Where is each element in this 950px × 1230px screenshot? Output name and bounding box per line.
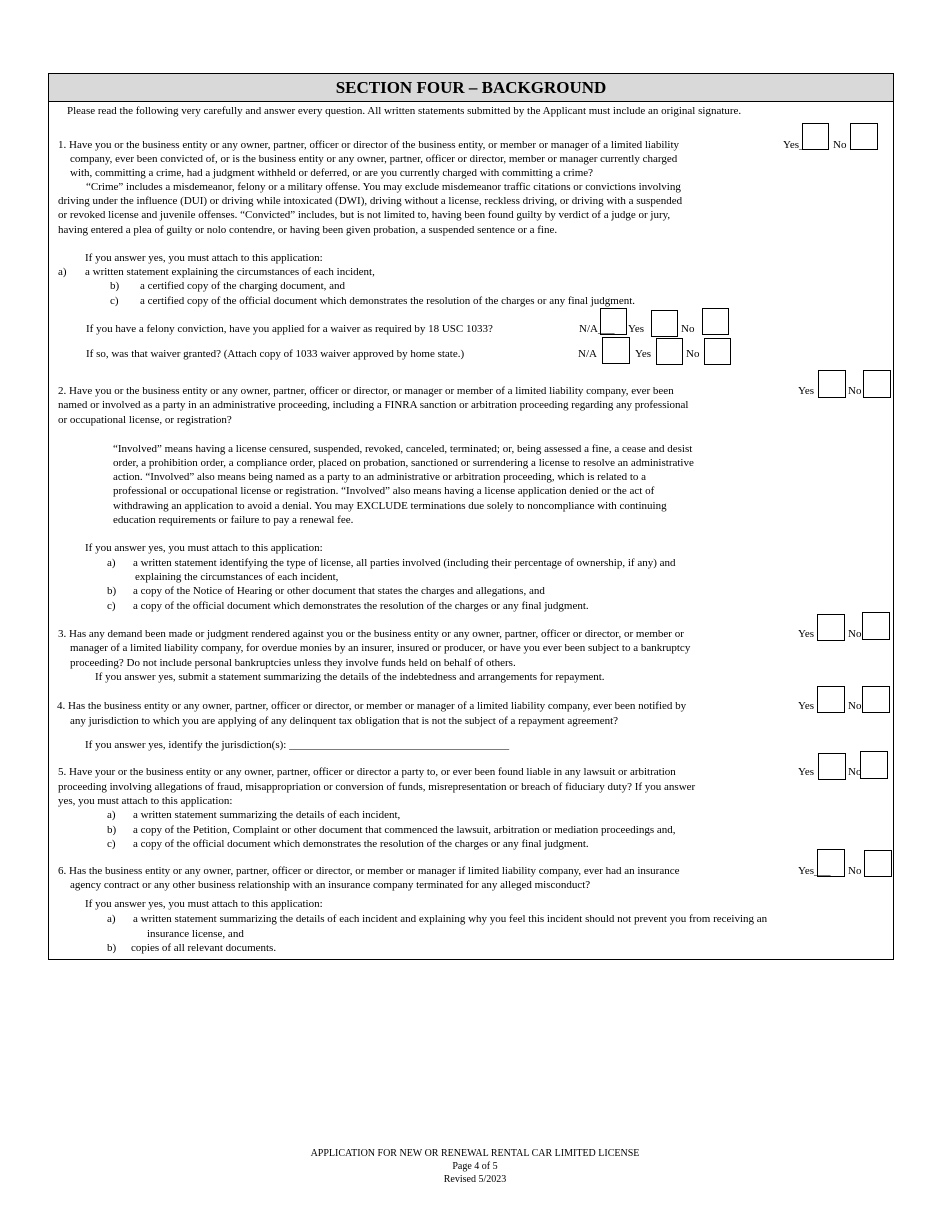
involved-definition: withdrawing an application to avoid a denial. You may EXCLUDE terminations due solely to noncompliance with continuing <box>113 500 667 512</box>
felony-na-checkbox[interactable] <box>600 308 627 335</box>
section-title: SECTION FOUR – BACKGROUND <box>49 74 893 102</box>
q1-line: 1. Have you or the business entity or any owner, partner, officer or director of the business entity, or member or manager of a limited liability <box>58 139 680 151</box>
q1-line: driving under the influence (DUI) or driving while intoxicated (DWI), driving without a license, reckless driving, or driving with a suspended <box>58 195 683 207</box>
q2-item-text: a copy of the official document which demonstrates the resolution of the charges or any final judgment. <box>133 600 589 612</box>
q2-item-label: c) <box>107 600 116 612</box>
q6-item-label: b) <box>107 942 117 954</box>
q3-no-label: No <box>848 628 862 640</box>
involved-definition: order, a prohibition order, a compliance order, placed on probation, sanctioned or surrendering a license to resolve an administrative <box>113 457 694 469</box>
q1-line: with, committing a crime, had a judgment withheld or deferred, or are you currently charged with committing a crime? <box>70 167 594 179</box>
q5-line: 5. Have your or the business entity or any owner, partner, officer or director a party to, or ever been found liable in any lawsuit or arbitration <box>58 766 676 778</box>
q3-no-checkbox[interactable] <box>862 612 890 640</box>
q6-line: 6. Has the business entity or any owner, partner, officer or director, or member or manager if limited liability company, ever had an insurance <box>58 865 680 877</box>
q2-attach-intro: If you answer yes, you must attach to this application: <box>85 542 323 554</box>
q1-item-text: a written statement explaining the circumstances of each incident, <box>85 266 375 278</box>
felony-yes-checkbox[interactable] <box>651 310 678 337</box>
q6-yes-label: Yes___ <box>798 865 831 877</box>
q1-yes-checkbox[interactable] <box>802 123 829 150</box>
waiver-yes-checkbox[interactable] <box>656 338 683 365</box>
waiver-na-label: N/A <box>578 348 597 360</box>
q6-item-text: insurance license, and <box>147 928 244 940</box>
q4-no-checkbox[interactable] <box>862 686 890 713</box>
q5-yes-label: Yes <box>798 766 815 778</box>
q2-no-label: No <box>848 385 862 397</box>
waiver-no-checkbox[interactable] <box>704 338 731 365</box>
q4-jurisdiction-field[interactable]: If you answer yes, identify the jurisdiction(s): ________________________________________ <box>85 739 510 751</box>
q4-yes-label: Yes <box>798 700 815 712</box>
q1-line: or revoked license and juvenile offenses. “Convicted” includes, but is not limited to, having been found guilty by verdict of a judge or jury, <box>58 209 671 221</box>
involved-definition: “Involved” means having a license censured, suspended, revoked, canceled, terminated; or, being assessed a fine, a cease and desist <box>113 443 693 455</box>
q1-no-checkbox[interactable] <box>850 123 878 150</box>
involved-definition: action. “Involved” also means being named as a party to an administrative or arbitration proceeding, which is related to a <box>113 471 647 483</box>
q6-no-label: No <box>848 865 862 877</box>
q1-line: having entered a plea of guilty or nolo contendre, or having been given probation, a suspended sentence or a fine. <box>58 224 558 236</box>
q1-attach-intro: If you answer yes, you must attach to this application: <box>85 252 323 264</box>
q2-yes-label: Yes <box>798 385 815 397</box>
q3-yes-label: Yes <box>798 628 815 640</box>
felony-na-label: N/A___ <box>579 323 615 335</box>
waiver-granted-question: If so, was that waiver granted? (Attach copy of 1033 waiver approved by home state.) <box>86 348 465 360</box>
q2-no-checkbox[interactable] <box>863 370 891 398</box>
q3-yes-checkbox[interactable] <box>817 614 845 641</box>
q6-item-label: a) <box>107 913 116 925</box>
q1-line: company, ever been convicted of, or is the business entity or any owner, partner, officer or director, member or manager currently charged <box>70 153 678 165</box>
q4-line: any jurisdiction to which you are applying of any delinquent tax obligation that is not the subject of a repayment agreement? <box>70 715 619 727</box>
q5-no-label: No <box>848 766 862 778</box>
waiver-na-checkbox[interactable] <box>602 337 630 364</box>
q2-item-text: a copy of the Notice of Hearing or other document that states the charges and allegations, and <box>133 585 545 597</box>
q1-item-label: a) <box>58 266 67 278</box>
felony-no-checkbox[interactable] <box>702 308 729 335</box>
q1-no-label: No <box>833 139 847 151</box>
q3-line: manager of a limited liability company, for overdue monies by an insurer, insured or producer, or have you ever been subject to a bankruptcy <box>70 642 691 654</box>
q6-item-text: a written statement summarizing the details of each incident and explaining why you feel this incident should not prevent you from receiving an <box>133 913 768 925</box>
q2-item-label: a) <box>107 557 116 569</box>
q1-item-label: c) <box>110 295 119 307</box>
q5-yes-checkbox[interactable] <box>818 753 846 780</box>
q1-item-label: b) <box>110 280 120 292</box>
waiver-yes-label: Yes <box>635 348 652 360</box>
q5-line: proceeding involving allegations of fraud, misappropriation or conversion of funds, misrepresentation or breach of fiduciary duty? If you answer <box>58 781 696 793</box>
q1-item-text: a certified copy of the official document which demonstrates the resolution of the charges or any final judgment. <box>140 295 636 307</box>
q2-item-label: b) <box>107 585 117 597</box>
q6-attach-intro: If you answer yes, you must attach to this application: <box>85 898 323 910</box>
footer-revised: Revised 5/2023 <box>443 1174 507 1185</box>
q2-yes-checkbox[interactable] <box>818 370 846 398</box>
felony-waiver-question: If you have a felony conviction, have you applied for a waiver as required by 18 USC 1033? <box>86 323 493 335</box>
q5-item-label: b) <box>107 824 117 836</box>
q6-item-text: copies of all relevant documents. <box>131 942 277 954</box>
section-intro: Please read the following very carefully and answer every question. All written statements submitted by the Applicant must include an original signature. <box>67 105 742 117</box>
q2-item-text: explaining the circumstances of each incident, <box>135 571 339 583</box>
q4-line: 4. Has the business entity or any owner, partner, officer or director, or member or manager of a limited liability company, ever been notified by <box>57 700 687 712</box>
q1-yes-label: Yes___ <box>783 139 816 151</box>
q6-line: agency contract or any other business relationship with an insurance company terminated for any alleged misconduct? <box>70 879 591 891</box>
q5-item-label: a) <box>107 809 116 821</box>
q2-line: or occupational license, or registration? <box>58 414 232 426</box>
q3-line: If you answer yes, submit a statement summarizing the details of the indebtedness and arrangements for repayment. <box>95 671 605 683</box>
q5-item-text: a copy of the Petition, Complaint or other document that commenced the lawsuit, arbitration or mediation proceedings and, <box>133 824 676 836</box>
q1-item-text: a certified copy of the charging document, and <box>140 280 346 292</box>
q5-item-text: a copy of the official document which demonstrates the resolution of the charges or any final judgment. <box>133 838 589 850</box>
q2-line: named or involved as a party in an administrative proceeding, including a FINRA sanction or arbitration proceeding regarding any professional <box>58 399 689 411</box>
q2-line: 2. Have you or the business entity or any owner, partner, officer or director, or manager or member of a limited liability company, ever been <box>58 385 674 397</box>
q5-line: yes, you must attach to this application: <box>58 795 233 807</box>
felony-no-label: No <box>681 323 695 335</box>
q2-item-text: a written statement identifying the type of license, all parties involved (including their percentage of ownership, if any) and <box>133 557 676 569</box>
q5-item-text: a written statement summarizing the details of each incident, <box>133 809 401 821</box>
q5-item-label: c) <box>107 838 116 850</box>
involved-definition: education requirements or failure to pay a renewal fee. <box>113 514 354 526</box>
q3-line: 3. Has any demand been made or judgment rendered against you or the business entity or any owner, partner, officer or director, or member or <box>58 628 684 640</box>
q5-no-checkbox[interactable] <box>860 751 888 779</box>
felony-yes-label: Yes <box>628 323 645 335</box>
q6-no-checkbox[interactable] <box>864 850 892 877</box>
involved-definition: professional or occupational license or registration. “Involved” also means having a license application denied or the act of <box>113 485 655 497</box>
q1-line: “Crime” includes a misdemeanor, felony or a military offense. You may exclude misdemeanor traffic citations or convictions involving <box>86 181 681 193</box>
footer-form-title: APPLICATION FOR NEW OR RENEWAL RENTAL CAR LIMITED LICENSE <box>310 1148 640 1159</box>
q3-line: proceeding? Do not include personal bankruptcies unless they involve funds held on behalf of others. <box>70 657 516 669</box>
q4-yes-checkbox[interactable] <box>817 686 845 713</box>
q6-yes-checkbox[interactable] <box>817 849 845 877</box>
waiver-no-label: No <box>686 348 700 360</box>
q4-no-label: No <box>848 700 862 712</box>
footer-page-number: Page 4 of 5 <box>452 1161 498 1172</box>
